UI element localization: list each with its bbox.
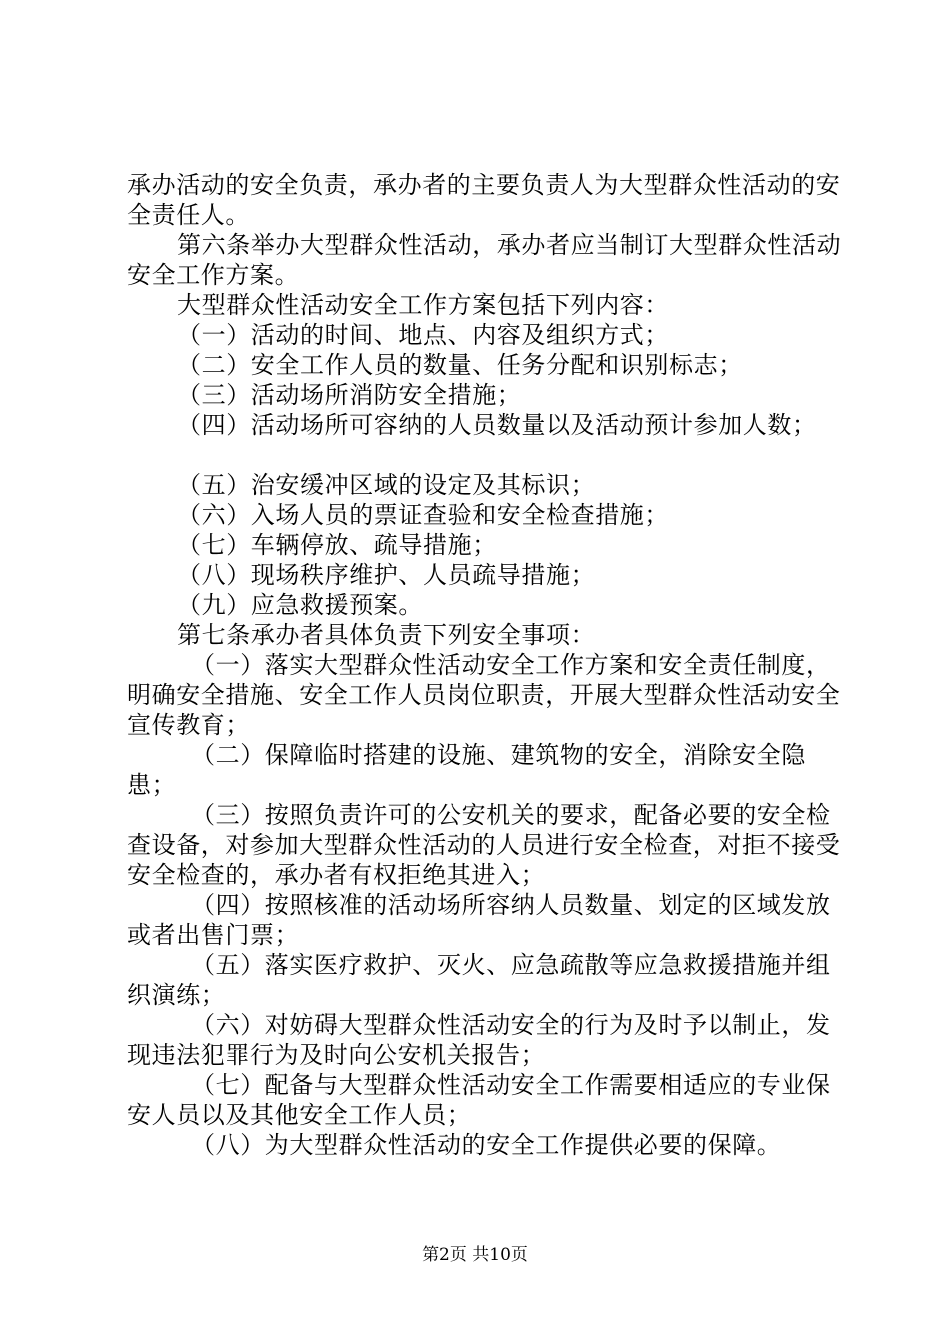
page-number: 第2页 共10页 <box>422 1245 528 1265</box>
list-item-plan-4: （四）活动场所可容纳的人员数量以及活动预计参加人数； <box>177 411 817 439</box>
list-item-duty-2: （二）保障临时搭建的设施、建筑物的安全，消除安全隐患； <box>127 741 806 799</box>
list-item-duty-7: （七）配备与大型群众性活动安全工作需要相适应的专业保安人员以及其他安全工作人员； <box>127 1071 831 1129</box>
paragraph-article-7: 第七条承办者具体负责下列安全事项： <box>177 621 596 649</box>
list-item-plan-8: （八）现场秩序维护、人员疏导措施； <box>177 561 596 589</box>
paragraph-plan-contents-intro: 大型群众性活动安全工作方案包括下列内容： <box>177 291 669 319</box>
list-item-plan-6: （六）入场人员的票证查验和安全检查措施； <box>177 501 669 529</box>
list-item-plan-9: （九）应急救援预案。 <box>177 591 423 619</box>
list-item-plan-3: （三）活动场所消防安全措施； <box>177 381 522 409</box>
document-body <box>127 170 847 1160</box>
list-item-plan-7: （七）车辆停放、疏导措施； <box>177 531 497 559</box>
page-footer <box>0 1244 950 1266</box>
list-item-plan-1: （一）活动的时间、地点、内容及组织方式； <box>177 321 669 349</box>
list-item-plan-2: （二）安全工作人员的数量、任务分配和识别标志； <box>177 351 743 379</box>
list-item-duty-5: （五）落实医疗救护、灭火、应急疏散等应急救援措施并组织演练； <box>127 951 831 1009</box>
list-item-duty-8: （八）为大型群众性活动的安全工作提供必要的保障。 <box>191 1131 782 1159</box>
list-item-duty-6: （六）对妨碍大型群众性活动安全的行为及时予以制止，发现违法犯罪行为及时向公安机关报告； <box>127 1011 831 1069</box>
paragraph-responsibility: 承办活动的安全负责，承办者的主要负责人为大型群众性活动的安全责任人。 <box>127 171 841 229</box>
list-item-duty-1: （一）落实大型群众性活动安全工作方案和安全责任制度，明确安全措施、安全工作人员岗位职责，开展大型群众性活动安全宣传教育； <box>127 651 841 739</box>
list-item-duty-3: （三）按照负责许可的公安机关的要求，配备必要的安全检查设备，对参加大型群众性活动的人员进行安全检查，对拒不接受安全检查的，承办者有权拒绝其进入； <box>127 801 841 889</box>
list-item-duty-4: （四）按照核准的活动场所容纳人员数量、划定的区域发放或者出售门票； <box>127 891 831 949</box>
paragraph-article-6: 第六条举办大型群众性活动，承办者应当制订大型群众性活动安全工作方案。 <box>127 231 842 289</box>
list-item-plan-5: （五）治安缓冲区域的设定及其标识； <box>177 471 596 499</box>
